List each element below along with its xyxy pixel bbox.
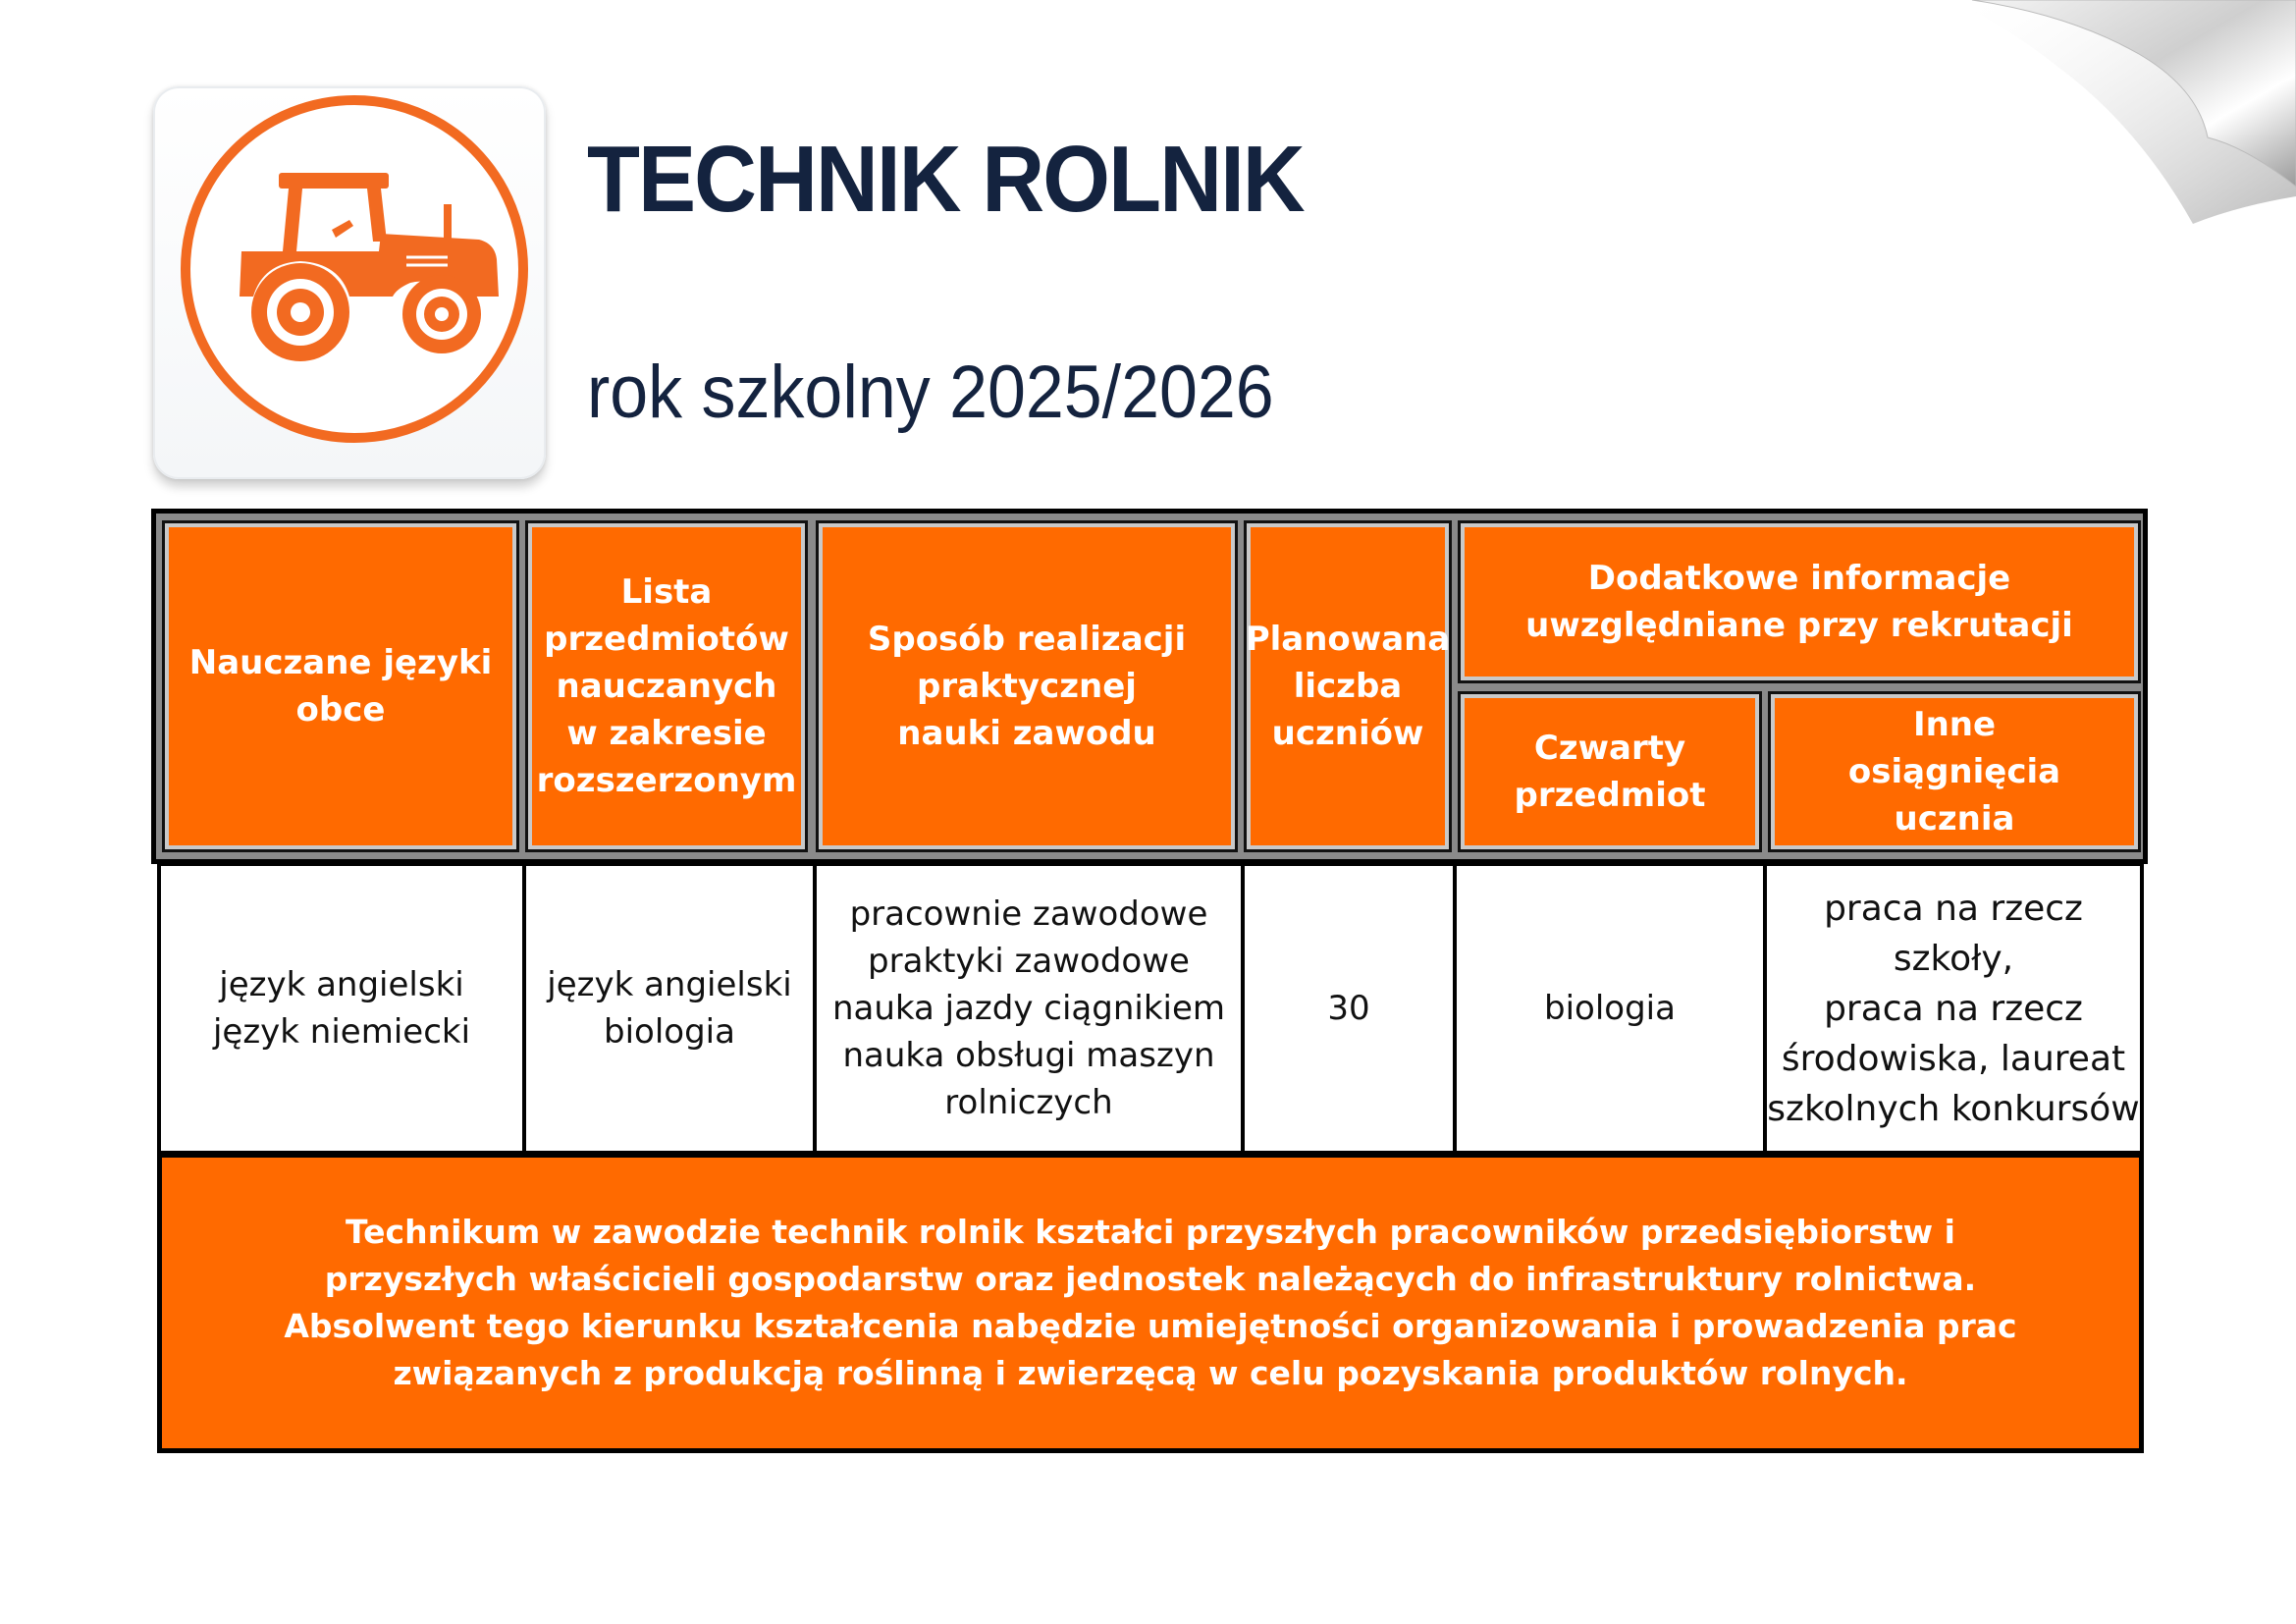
cell-other-achievements	[1767, 866, 2140, 1151]
cell-line: nauka obsługi maszyn	[842, 1036, 1215, 1075]
cell-practical-training	[817, 866, 1245, 1151]
cell-planned-students: 30	[1245, 866, 1457, 1151]
cell-line: środowiska, laureat	[1781, 1038, 2126, 1079]
cell-line: język niemiecki	[212, 1012, 471, 1052]
header-languages: Nauczane języki obce	[165, 523, 516, 849]
header-other-achievements: Inne osiągnięcia ucznia	[1771, 694, 2138, 849]
header-planned-students: Planowana liczba uczniów	[1247, 523, 1449, 849]
school-year-subtitle: rok szkolny 2025/2026	[587, 351, 1274, 434]
tractor-icon	[153, 86, 546, 479]
cell-line: szkolnych konkursów	[1767, 1088, 2140, 1129]
cell-line: pracownie zawodowe	[849, 894, 1208, 934]
cell-extended-subjects	[526, 866, 817, 1151]
description-text: Technikum w zawodzie technik rolnik kształci przyszłych pracowników przedsiębiorstw i przyszłych właścicieli gospodarstw oraz jednostek należących do infrastruktury rolnictwa. Absolwent tego kierunku kształcenia nabędzie umiejętności organizowania i prowadzenia prac związanych z produkcją roślinną i zwierzęcą w celu pozyskania produktów rolnych.	[284, 1213, 2017, 1392]
cell-line: język angielski	[547, 965, 792, 1004]
page-curl-decoration	[1943, 0, 2296, 236]
cell-line: biologia	[604, 1012, 735, 1052]
program-description	[157, 1155, 2144, 1453]
header-extended-subjects: Lista przedmiotów nauczanych w zakresie rozszerzonym	[528, 523, 805, 849]
header-practical-training: Sposób realizacji praktycznej nauki zawodu	[819, 523, 1235, 849]
cell-line: język angielski	[219, 965, 464, 1004]
table-header	[151, 509, 2148, 864]
cell-line: praca na rzecz szkoły,	[1824, 888, 2083, 979]
header-additional-info: Dodatkowe informacje uwzględniane przy rekrutacji	[1461, 523, 2138, 680]
logo-tile	[153, 86, 546, 479]
header-fourth-subject: Czwarty przedmiot	[1461, 694, 1759, 849]
cell-fourth-subject: biologia	[1457, 866, 1767, 1151]
cell-line: praca na rzecz	[1824, 988, 2083, 1029]
cell-languages	[161, 866, 526, 1151]
page-title: TECHNIK ROLNIK	[587, 127, 1304, 232]
cell-line: praktyki zawodowe	[868, 942, 1190, 981]
cell-line: rolniczych	[944, 1083, 1113, 1122]
table-row	[157, 862, 2144, 1155]
cell-line: nauka jazdy ciągnikiem	[831, 989, 1226, 1028]
